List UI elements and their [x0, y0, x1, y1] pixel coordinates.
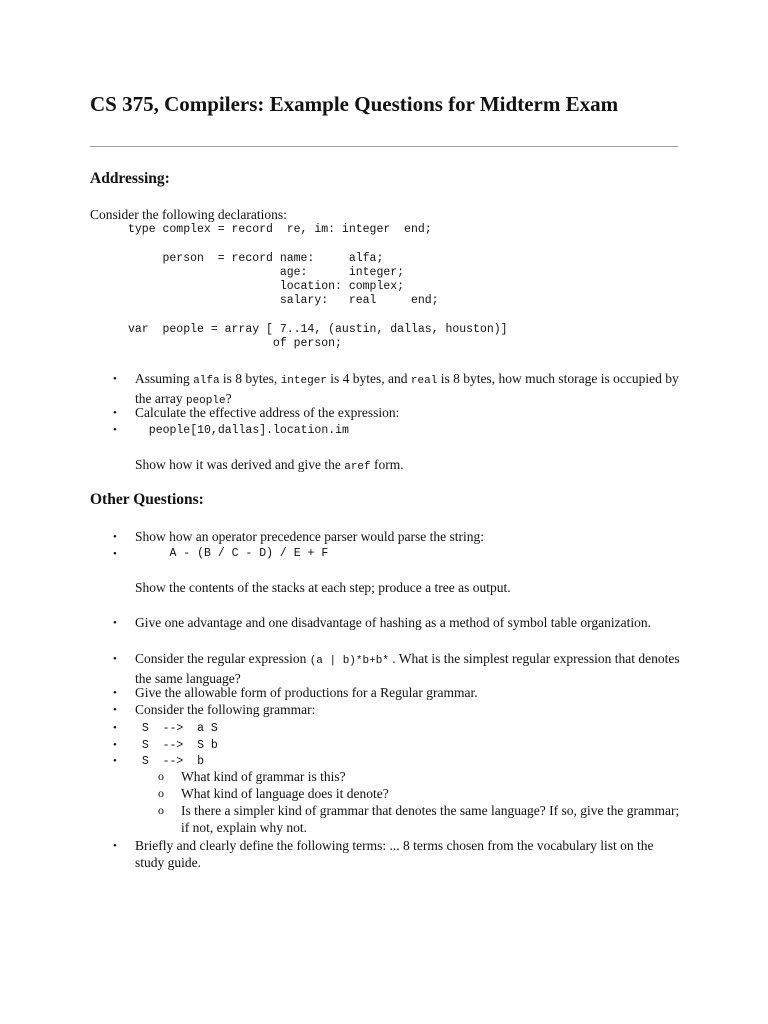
grammar-rule: S --> b — [135, 755, 205, 768]
code-line: var people = array [ 7..14, (austin, dallas, houston)] — [128, 323, 508, 336]
bullet-icon: • — [113, 840, 117, 852]
list-item: Give the allowable form of productions for a Regular grammar. — [135, 685, 478, 700]
list-item: Assuming alfa is 8 bytes, integer is 4 bytes, and real is 8 bytes, how much storage is occupied by the array people? — [135, 371, 679, 407]
sub-bullet-icon: o — [158, 803, 164, 817]
bullet-icon: • — [113, 424, 117, 436]
bullet-icon: • — [113, 722, 117, 734]
sub-list-item: Is there a simpler kind of grammar that denotes the same language? If so, give the grammar; if not, explain why not. — [181, 803, 680, 835]
sub-list-item: What kind of language does it denote? — [181, 786, 389, 801]
section-heading-addressing: Addressing: — [90, 170, 170, 187]
sub-bullet-icon: o — [158, 769, 164, 783]
code-line: salary: real end; — [128, 294, 439, 307]
list-item-code: people[10,dallas].location.im — [135, 424, 349, 437]
horizontal-rule — [90, 146, 678, 147]
bullet-icon: • — [113, 704, 117, 716]
bullet-icon: • — [113, 755, 117, 767]
list-item: Briefly and clearly define the following terms: ... 8 terms chosen from the vocabulary list on the study guide. — [135, 838, 654, 870]
bullet-icon: • — [113, 531, 117, 543]
bullet-icon: • — [113, 407, 117, 419]
addressing-intro: Consider the following declarations: — [90, 207, 287, 222]
list-note: Show the contents of the stacks at each step; produce a tree as output. — [135, 580, 511, 595]
list-item: Give one advantage and one disadvantage of hashing as a method of symbol table organization. — [135, 615, 651, 630]
bullet-icon: • — [113, 739, 117, 751]
sub-bullet-icon: o — [158, 786, 164, 800]
bullet-icon: • — [113, 653, 117, 665]
list-item-code: A - (B / C - D) / E + F — [135, 547, 329, 560]
grammar-rule: S --> S b — [135, 739, 218, 752]
page-title: CS 375, Compilers: Example Questions for Midterm Exam — [90, 92, 619, 116]
sub-list-item: What kind of grammar is this? — [181, 769, 346, 784]
list-note: Show how it was derived and give the aref form. — [135, 457, 404, 473]
list-item: Show how an operator precedence parser would parse the string: — [135, 529, 485, 544]
bullet-icon: • — [113, 687, 117, 699]
section-heading-other-questions: Other Questions: — [90, 491, 204, 508]
grammar-rule: S --> a S — [135, 722, 218, 735]
list-item: Consider the following grammar: — [135, 702, 316, 717]
code-line: age: integer; — [128, 266, 405, 279]
code-line: location: complex; — [128, 280, 405, 293]
code-line: person = record name: alfa; — [128, 252, 384, 265]
list-item: Consider the regular expression (a | b)*b+b* . What is the simplest regular expression that denotes the same language? — [135, 651, 680, 686]
bullet-icon: • — [113, 373, 117, 385]
bullet-icon: • — [113, 617, 117, 629]
list-item: Calculate the effective address of the expression: — [135, 405, 400, 420]
bullet-icon: • — [113, 548, 117, 560]
code-line: type complex = record re, im: integer end; — [128, 223, 432, 236]
code-line: of person; — [128, 337, 342, 350]
